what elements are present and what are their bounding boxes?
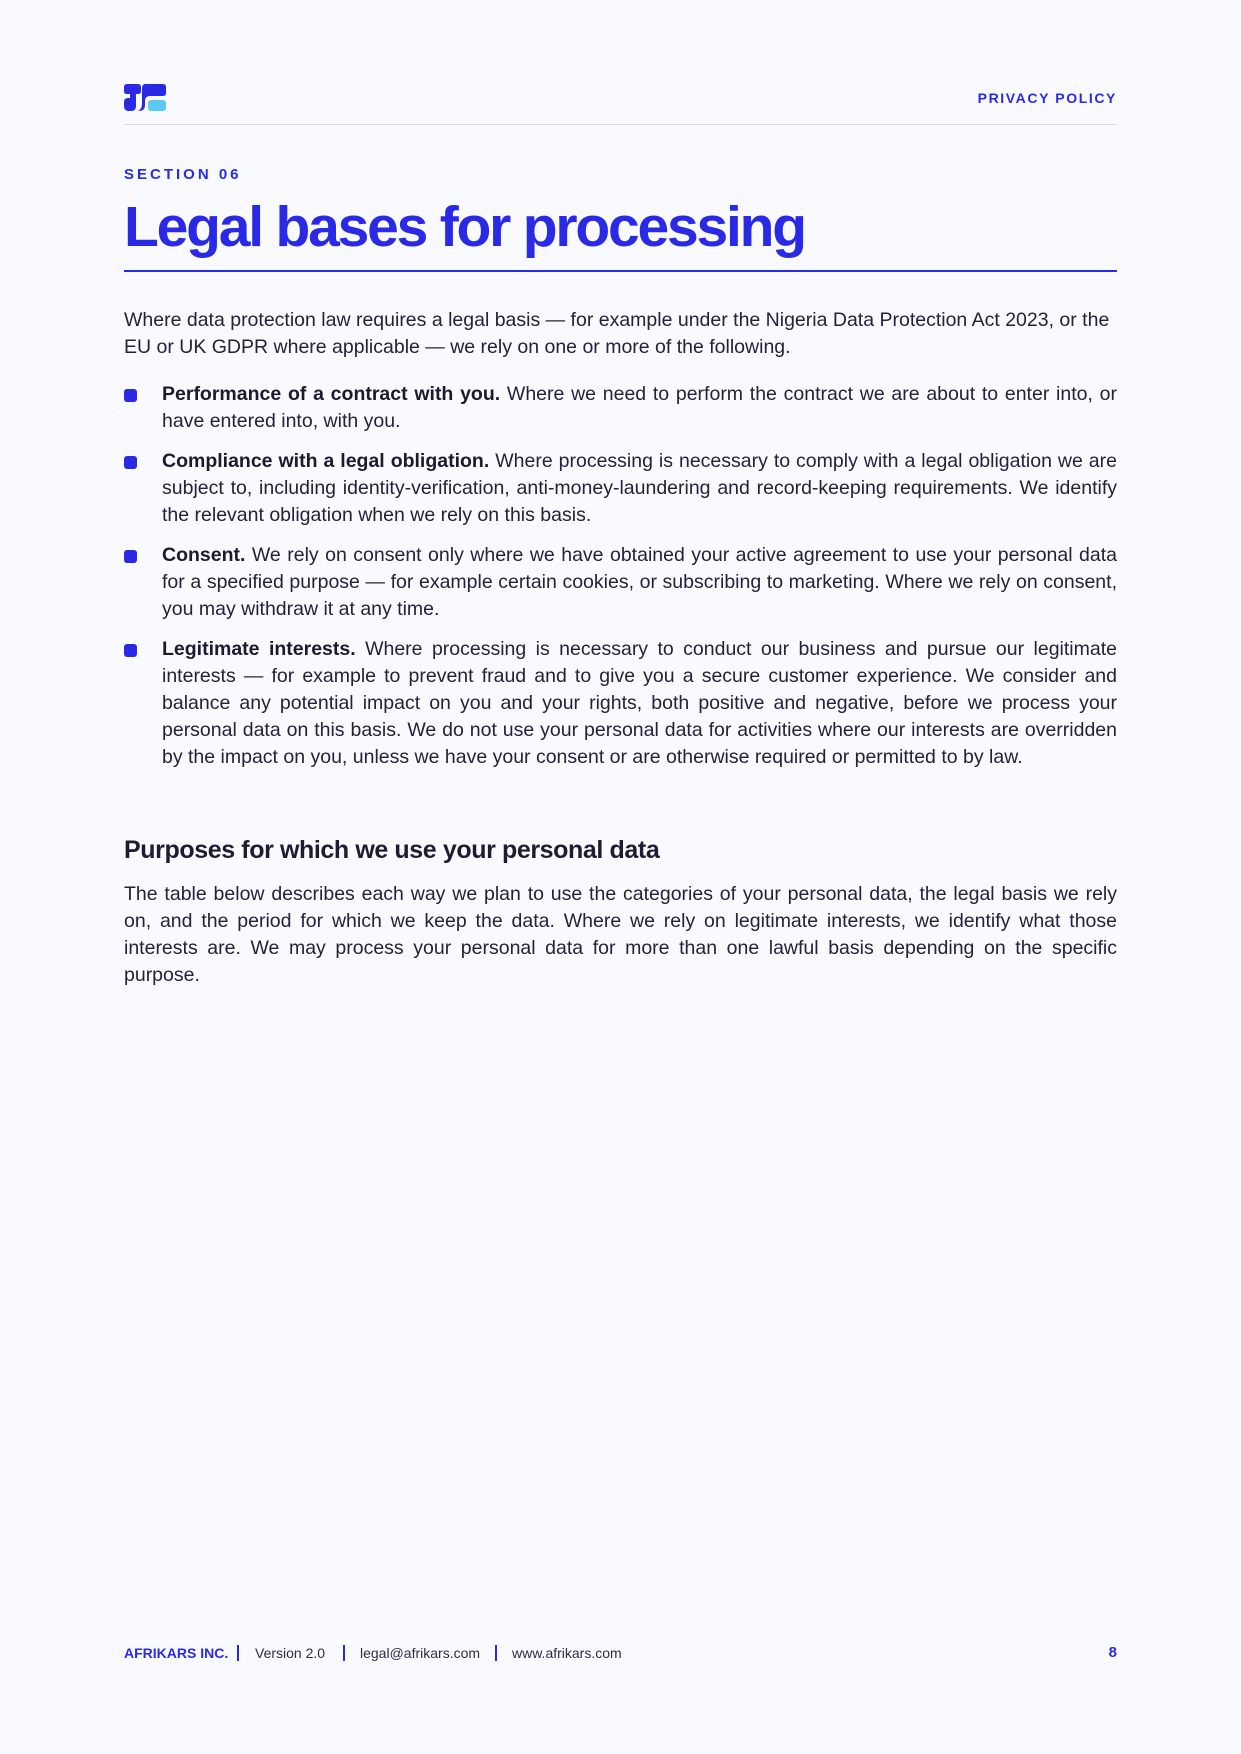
section-number: SECTION 06 [124,166,242,183]
list-item [124,636,1117,771]
document-page [124,0,1117,1754]
footer-separator [343,1645,345,1661]
afrikars-logo [124,83,166,111]
basis-term: Legitimate interests. [162,638,356,660]
footer-website-link[interactable]: www.afrikars.com [512,1645,622,1661]
basis-description: Where processing is necessary to comply with a legal obligation we are subject to, including identity-verification, anti-money-laundering and record-keeping requirements. We identify the relevant obligation when we rely on this basis. [162,450,1117,526]
document-label: PRIVACY POLICY [977,90,1117,106]
purposes-paragraph: The table below describes each way we plan to use the categories of your personal data, the legal basis we rely on, and the period for which we keep the data. Where we rely on legitimate interests, we identify what those interests are. We may process your personal data for more than one lawful basis depending on the specific purpose. [124,883,1117,986]
basis-term: Compliance with a legal obligation. [162,450,490,472]
basis-description: Where we need to perform the contract we are about to enter into, or have entered into, with you. [162,383,1117,432]
footer-email-link[interactable]: legal@afrikars.com [360,1645,481,1661]
page-number: 8 [1108,1644,1117,1661]
basis-description: Where processing is necessary to conduct our business and pursue our legitimate interests — for example to prevent fraud and to give you a secure customer experience. We consider and balance any potential impact on you and your rights, both positive and negative, before we process your personal data on this basis. We do not use your personal data for activities where our interests are overridden by the impact on you, unless we have your consent or are otherwise required or permitted to by law. [162,638,1117,768]
page-title: Legal bases for processing [124,195,805,259]
list-item [124,381,1117,435]
bullet-icon [124,456,137,469]
footer-version: Version 2.0 [255,1645,326,1661]
basis-term: Performance of a contract with you. [162,383,501,405]
footer-separator [237,1645,239,1661]
bullet-icon [124,550,137,563]
legal-bases-list [124,381,1117,784]
bullet-icon [124,389,137,402]
purposes-heading: Purposes for which we use your personal data [124,836,660,864]
page-footer [124,1643,1117,1663]
footer-company: AFRIKARS INC. [124,1645,229,1661]
bullet-icon [124,644,137,657]
basis-term: Consent. [162,544,246,566]
list-item [124,542,1117,623]
footer-separator [495,1645,497,1661]
title-divider [124,270,1117,272]
list-item [124,448,1117,529]
intro-paragraph: Where data protection law requires a legal basis — for example under the Nigeria Data Protection Act 2023, or the EU or UK GDPR where applicable — we rely on one or more of the following. [124,309,1110,358]
page-header [124,80,1117,125]
basis-description: We rely on consent only where we have obtained your active agreement to use your personal data for a specified purpose — for example certain cookies, or subscribing to marketing. Where we rely on consent, you may withdraw it at any time. [162,544,1117,620]
